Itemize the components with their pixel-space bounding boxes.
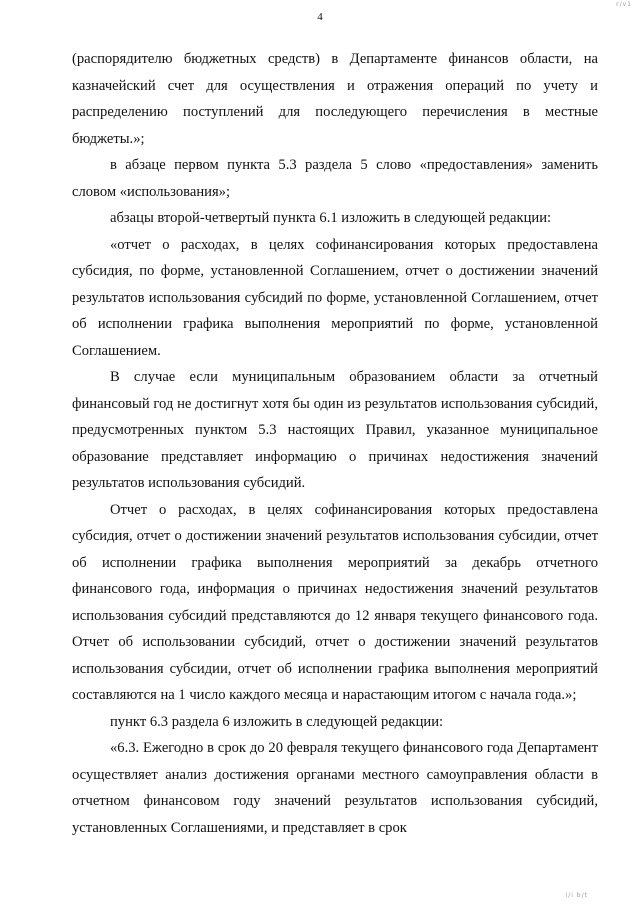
scan-corner-mark-top: r/v1: [616, 1, 632, 8]
paragraph-non-achievement: В случае если муниципальным образованием области за отчетный финансовый год не достигнут хотя бы один из результатов использования субсидий, предусмотренных пунктом 5.3 настоящих Правил, указанное муниципальное образование представляет информацию о причинах недостижения значений результатов использования субсидий.: [72, 369, 598, 491]
paragraph-amendment-6-3-intro: пункт 6.3 раздела 6 изложить в следующей редакции:: [110, 713, 444, 730]
paragraph-amendment-5-3: в абзаце первом пункта 5.3 раздела 5 слово «предоставления» заменить словом «использования»;: [72, 157, 598, 200]
document-body: [72, 46, 598, 841]
paragraph-reports-list: «отчет о расходах, в целях софинансирования которых предоставлена субсидия, по форме, установленной Соглашением, отчет о достижении значений результатов использования субсидий по форме, установленной Соглашением, отчет об исполнении графика выполнения мероприятий по форме, установленной Соглашением.: [72, 236, 598, 359]
paragraph-report-deadlines: Отчет о расходах, в целях софинансирования которых предоставлена субсидия, отчет о достижении значений результатов использования субсидии, отчет об исполнении графика выполнения мероприятий за декабрь отчетного финансового года, информация о причинах недостижения значений результатов использования субсидий представляются до 12 января текущего финансового года. Отчет об использовании субсидий, отчет о достижении значений результатов использования субсидии, отчет об исполнении графика выполнения мероприятий составляются на 1 число каждого месяца и нарастающим итогом с начала года.»;: [72, 501, 598, 703]
paragraph-amendment-6-1-intro: абзацы второй-четвертый пункта 6.1 изложить в следующей редакции:: [110, 210, 552, 226]
scan-corner-mark-bottom: i/i b/t: [565, 892, 588, 899]
paragraph-continuation: (распорядителю бюджетных средств) в Департаменте финансов области, на казначейский счет для осуществления и отражения операций по учету и распределению поступлений для последующего перечисления в местные бюджеты.»;: [72, 51, 598, 147]
paragraph-6-3-text: «6.3. Ежегодно в срок до 20 февраля текущего финансового года Департамент осуществляет анализ достижения органами местного самоуправления области в отчетном финансовом году значений результатов использования субсидий, установленных Соглашениями, и представляет в срок: [72, 740, 598, 836]
page-number: 4: [317, 11, 323, 23]
